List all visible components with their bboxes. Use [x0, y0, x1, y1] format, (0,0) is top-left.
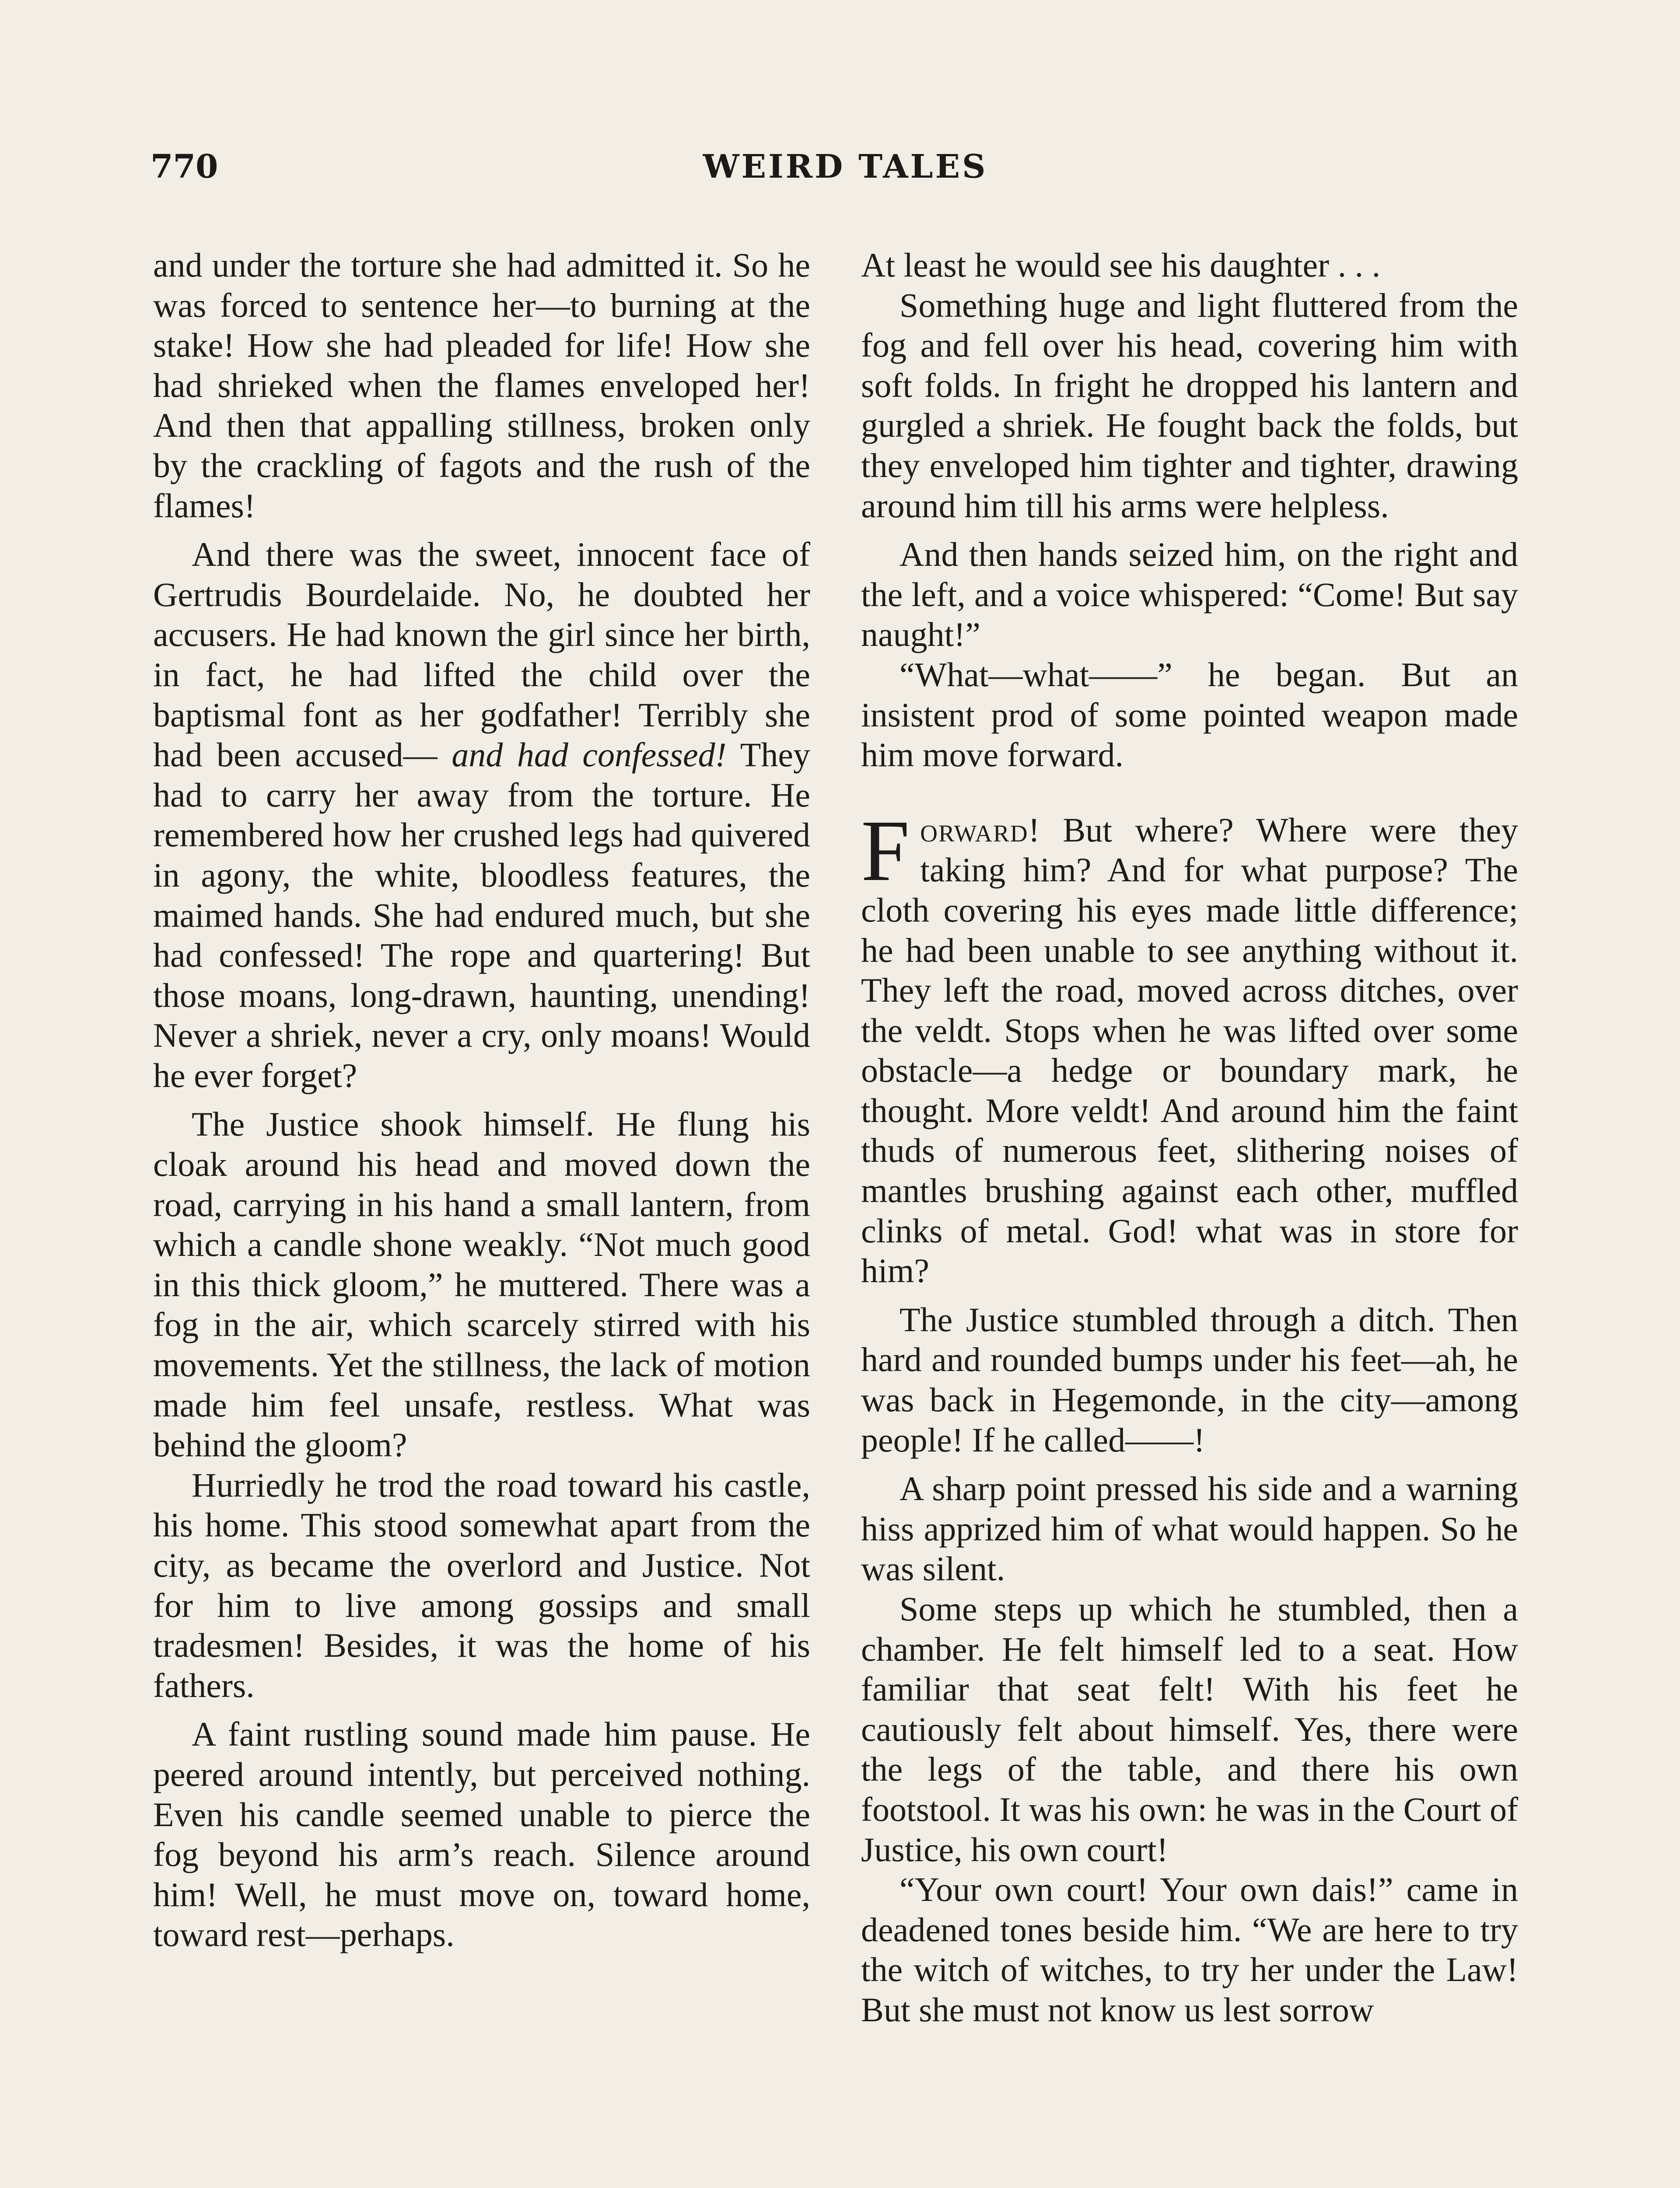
paragraph: A faint rustling sound made him pause. He peered around intently, but perceived nothing. Even his candle seemed unable to pierce the fog beyond his arm’s reach. Silence around him! Well, he must move on, toward home, toward rest—perhaps.: [153, 1715, 810, 1954]
paragraph: And then hands seized him, on the right and the left, and a voice whispered: “Come! But say naught!”: [861, 535, 1518, 654]
paragraph: [153, 534, 810, 1095]
paragraph: Some steps up which he stumbled, then a chamber. He felt himself led to a seat. How familiar that seat felt! With his feet he cautiously felt about himself. Yes, there were the legs of the table, and there his own footstool. It was his own: he was in the Court of Justice, his own court!: [861, 1590, 1518, 1869]
page-header: [150, 148, 1540, 192]
paragraph: At least he would see his daughter . . .: [861, 246, 1381, 284]
paragraph: “Your own court! Your own dais!” came in deadened tones beside him. “We are here to try the witch of witches, to try her under the Law! But she must not know us lest sorrow: [861, 1870, 1518, 2029]
paragraph: The Justice stumbled through a ditch. Then hard and rounded bumps under his feet—ah, he was back in Hegemonde, in the city—among people! If he called——!: [861, 1300, 1518, 1459]
paragraph: “What—what——” he began. But an insistent prod of some pointed weapon made him move forward.: [861, 655, 1518, 774]
right-column: [861, 245, 1518, 2039]
section-opening-paragraph: [861, 802, 1518, 1291]
running-title: WEIRD TALES: [703, 148, 988, 186]
left-column: [153, 245, 810, 1964]
paragraph: Something huge and light fluttered from the fog and fell over his head, covering him with soft folds. In fright he dropped his lantern and gurgled a shriek. He fought back the folds, but they enveloped him tighter and tighter, drawing around him till his arms were helpless.: [861, 286, 1518, 525]
paragraph: A sharp point pressed his side and a warning hiss apprized him of what would happen. So he was silent.: [861, 1469, 1518, 1588]
paragraph: and under the torture she had admitted it. So he was forced to sentence her—to burning at the stake! How she had pleaded for life! How she had shrieked when the flames enveloped her! And then that appalling stillness, broken only by the crackling of fagots and the rush of the flames!: [153, 246, 810, 525]
page-number: 770: [150, 148, 218, 186]
paragraph-text: And there was the sweet, innocent face of Gertrudis Bourdelaide. No, he doubted her accusers. He had known the girl since her birth, in fact, he had lifted the child over the baptismal font as her godfather! Terribly she had been accused—: [153, 535, 810, 774]
italic-text: and had confessed!: [452, 736, 727, 774]
paragraph: The Justice shook himself. He flung his cloak around his head and moved down the road, carrying in his hand a small lantern, from which a candle shone weakly. “Not much good in this thick gloom,” he muttered. There was a fog in the air, which scarcely stirred with his movements. Yet the stillness, the lack of motion made him feel unsafe, restless. What was behind the gloom?: [153, 1105, 810, 1464]
small-caps-text: orward: [920, 810, 1029, 849]
paragraph: Hurriedly he trod the road toward his castle, his home. This stood somewhat apart from the city, as became the overlord and Justice. Not for him to live among gossips and small tradesmen! Besides, it was the home of his fathers.: [153, 1466, 810, 1704]
drop-cap: F: [861, 802, 910, 899]
paragraph-text: They had to carry her away from the torture. He remembered how her crushed legs had quivered in agony, the white, bloodless features, the maimed hands. She had endured much, but she had confessed! The rope and quartering! But those moans, long-drawn, haunting, unending! Never a shriek, never a cry, only moans! Would he ever forget?: [153, 736, 811, 1094]
paragraph-text: ! But where? Where were they taking him? And for what purpose? The cloth covering his eyes made little difference; he had been unable to see anything without it. They left the road, moved across ditches, over the veldt. Stops when he was lifted over some obstacle—a hedge or boundary mark, he thought. More veldt! And around him the faint thuds of numerous feet, slithering noises of mantles brushing against each other, muffled clinks of metal. God! what was in store for him?: [861, 810, 1518, 1290]
